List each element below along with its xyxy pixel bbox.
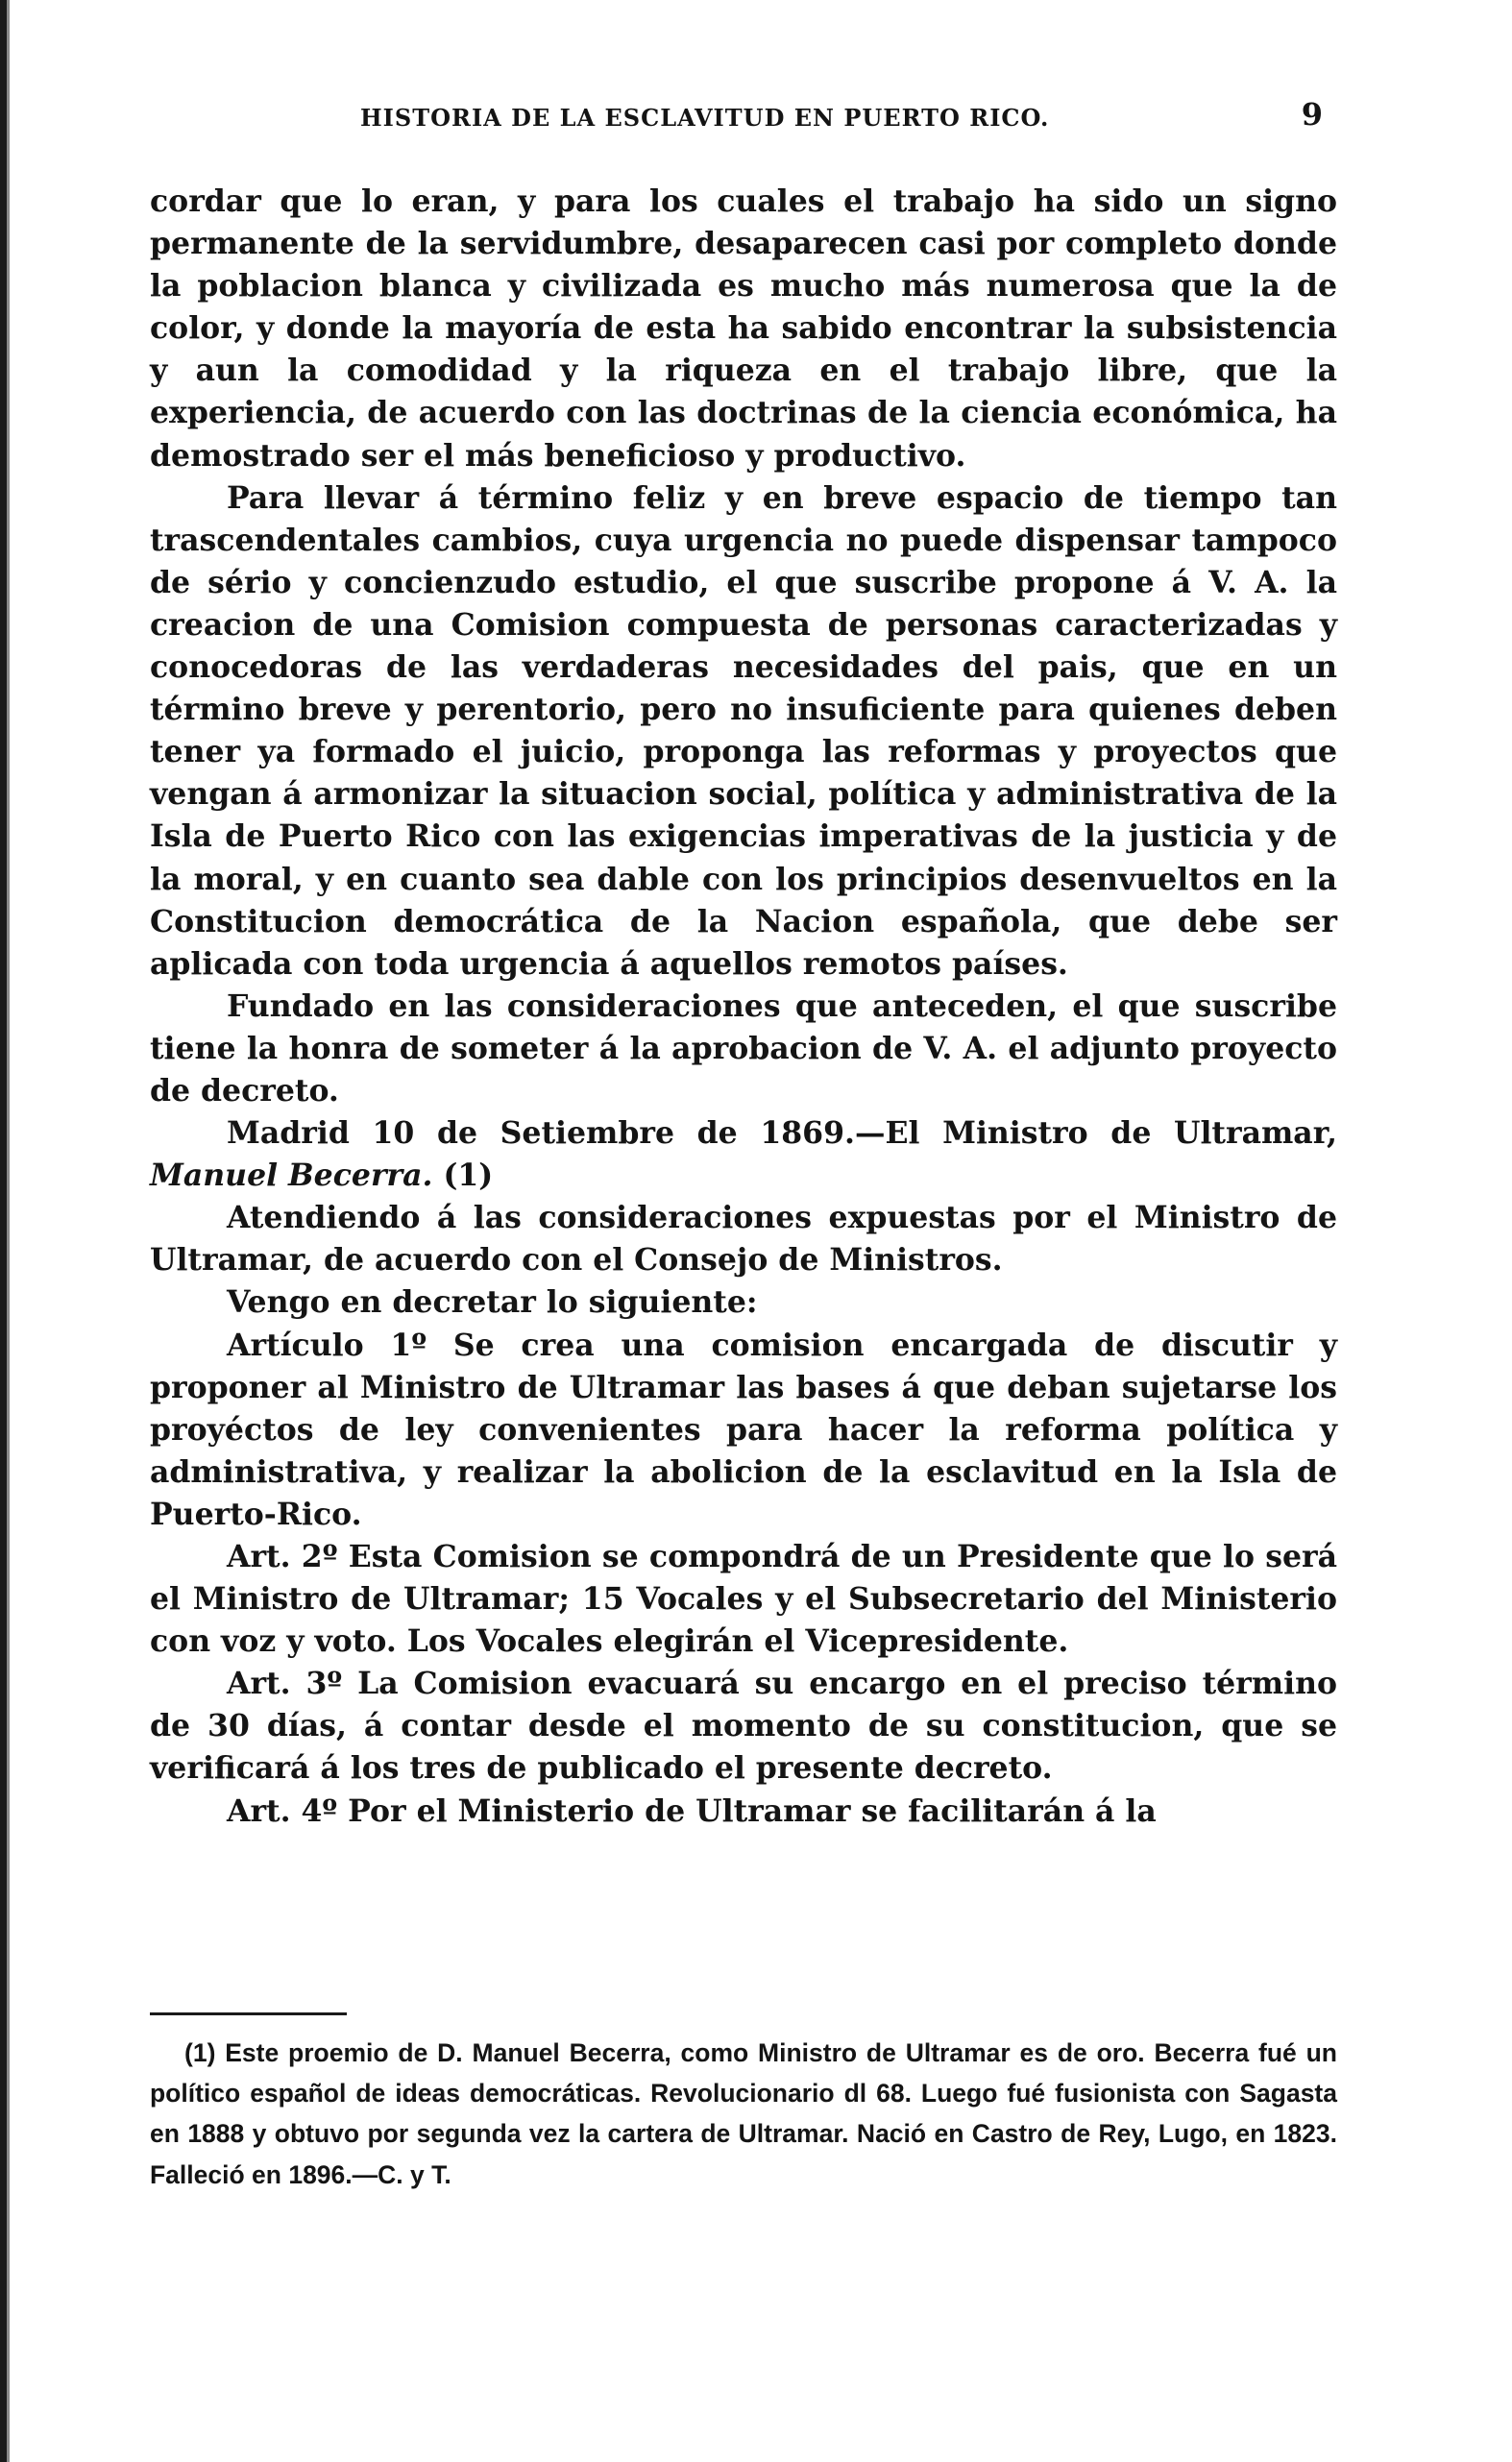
article-1: Artículo 1º Se crea una comision encargada de discutir y proponer al Ministro de Ultramar las bases á que deban sujetarse los proyéctos de ley convenientes para hacer la reforma política y administrativa, y realizar la abolicion de la esclavitud en la Isla de Puerto-Rico. [150,1327,1337,1532]
paragraph-continuation: cordar que lo eran, y para los cuales el trabajo ha sido un signo permanente de la servidumbre, desaparecen casi por completo donde la poblacion blanca y civilizada es mucho más numerosa que la de color, y donde la mayoría de esta ha sabido encontrar la subsistencia y aun la comodidad y la riqueza en el trabajo libre, que la experiencia, de acuerdo con las doctrinas de la ciencia económica, ha demostrado ser el más beneficioso y productivo. [150,183,1337,474]
article-4: Art. 4º Por el Ministerio de Ultramar se facilitarán á la [227,1792,1157,1829]
date-line: Madrid 10 de Setiembre de 1869.—El Ministro de Ultramar, [227,1115,1337,1152]
paragraph-date-signature [150,1112,1337,1197]
paragraph-commission-proposal: Para llevar á término feliz y en breve espacio de tiempo tan trascendentales cambios, cuya urgencia no puede dispensar tampoco de sério y concienzudo estudio, el que suscribe propone á V. A. la creacion de una Comision compuesta de personas caracterizadas y conocedoras de las verdaderas necesidades del pais, que en un término breve y perentorio, pero no insuficiente para quienes deben tener ya formado el juicio, proponga las reformas y proyectos que vengan á armonizar la situacion social, política y administrativa de la Isla de Puerto Rico con las exigencias imperativas de la justicia y de la moral, y en cuanto sea dable con los principios desenvueltos en la Constitucion democrática de la Nacion española, que debe ser aplicada con toda urgencia á aquellos remotos países. [150,479,1337,982]
footnote-text: (1) Este proemio de D. Manuel Becerra, como Ministro de Ultramar es de oro. Becerra fué un político español de ideas democráticas. Revolucionario dl 68. Luego fué fusionista con Sagasta en 1888 y obtuvo por segunda vez la cartera de Ultramar. Nació en Castro de Rey, Lugo, en 1823. Falleció en 1896.—C. y T. [150,2038,1337,2189]
footnote-reference: (1) [443,1158,494,1194]
footnote-rule [150,2012,347,2015]
paragraph-considerations: Atendiendo á las consideraciones expuestas por el Ministro de Ultramar, de acuerdo con el Consejo de Ministros. [150,1200,1337,1279]
paragraph-submission: Fundado en las consideraciones que anteceden, el que suscribe tiene la honra de someter á la aprobacion de V. A. el adjunto proyecto de decreto. [150,987,1337,1109]
scan-binding-shadow [7,0,10,2462]
page-header [360,96,1330,144]
page-number: 9 [1301,96,1323,133]
paragraph-decree-intro: Vengo en decretar lo siguiente: [227,1284,758,1321]
scan-binding-edge [0,0,7,2462]
minister-signature: Manuel Becerra. [150,1158,433,1194]
article-2: Art. 2º Esta Comision se compondrá de un Presidente que lo será el Ministro de Ultramar; 15 Vocales y el Subsecretario del Ministerio con voz y voto. Los Vocales elegirán el Vicepresidente. [150,1539,1337,1660]
footnote [150,2033,1337,2195]
running-title: HISTORIA DE LA ESCLAVITUD EN PUERTO RICO. [360,104,1050,132]
body-text [150,181,1337,1833]
article-3: Art. 3º La Comision evacuará su encargo en el preciso término de 30 días, á contar desde el momento de su constitucion, que se verificará á los tres de publicado el presente decreto. [150,1666,1337,1787]
